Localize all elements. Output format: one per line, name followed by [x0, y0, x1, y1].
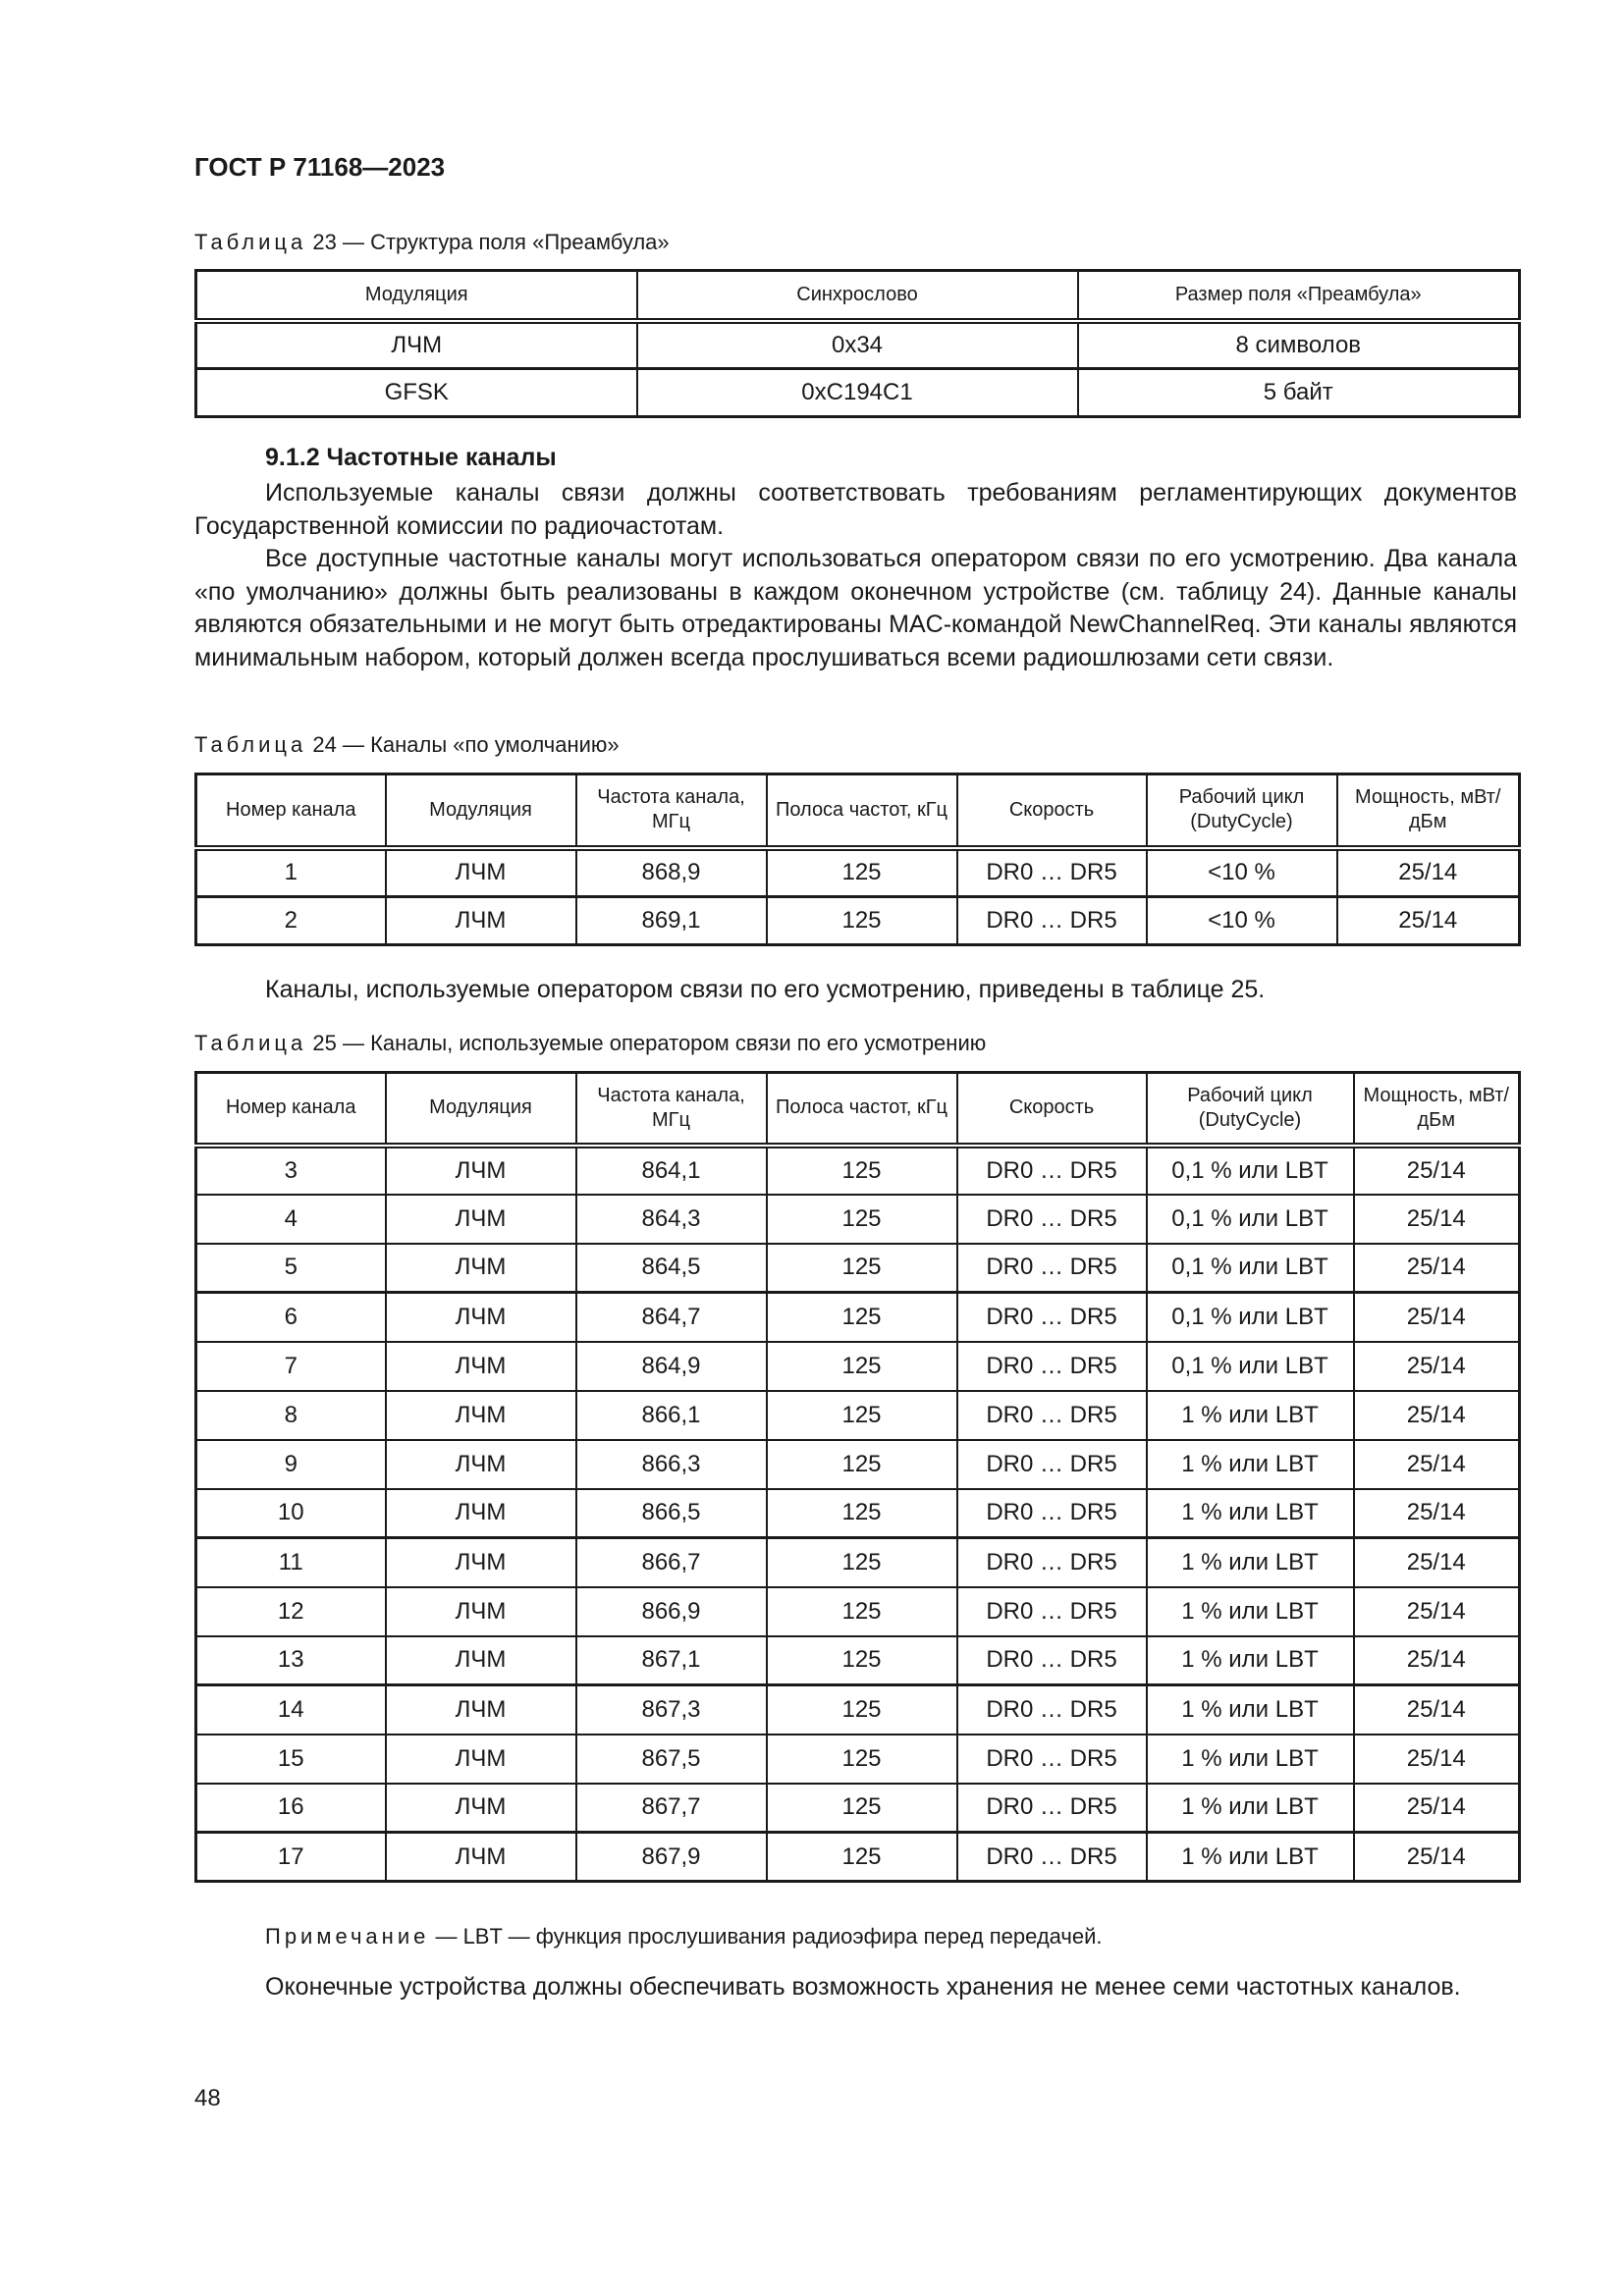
column-header: Рабочий цикл (DutyCycle) [1147, 1073, 1354, 1146]
table-row [196, 1293, 1520, 1342]
cell: 1 % или LBT [1147, 1784, 1354, 1833]
cell: 1 % или LBT [1147, 1636, 1354, 1685]
cell: 25/14 [1354, 1391, 1520, 1440]
table-row [196, 1784, 1520, 1833]
cell: 864,7 [576, 1293, 767, 1342]
cell: 25/14 [1354, 1195, 1520, 1244]
cell: ЛЧМ [386, 1784, 576, 1833]
cell: 25/14 [1354, 1244, 1520, 1293]
table-row [196, 1538, 1520, 1587]
table-row [196, 1587, 1520, 1636]
cell: 125 [767, 897, 957, 945]
cell: 12 [196, 1587, 386, 1636]
cell: ЛЧМ [386, 1342, 576, 1391]
cell: ЛЧМ [196, 321, 637, 369]
cell: 125 [767, 848, 957, 897]
table-row [196, 321, 1520, 369]
table-24-caption [194, 732, 620, 758]
cell: 8 [196, 1391, 386, 1440]
cell: 25/14 [1337, 897, 1520, 945]
cell: DR0 … DR5 [957, 1833, 1147, 1882]
cell: 867,5 [576, 1735, 767, 1784]
cell: 125 [767, 1195, 957, 1244]
cell: 8 символов [1078, 321, 1520, 369]
cell: 0,1 % или LBT [1147, 1342, 1354, 1391]
cell: 15 [196, 1735, 386, 1784]
cell: 867,9 [576, 1833, 767, 1882]
table-row [196, 1244, 1520, 1293]
cell: 1 % или LBT [1147, 1489, 1354, 1538]
cell: 1 % или LBT [1147, 1440, 1354, 1489]
cell: DR0 … DR5 [957, 1735, 1147, 1784]
cell: ЛЧМ [386, 848, 576, 897]
cell: ЛЧМ [386, 1391, 576, 1440]
document-id: ГОСТ Р 71168—2023 [194, 152, 446, 182]
table-row [196, 1440, 1520, 1489]
table-row [196, 1636, 1520, 1685]
cell: ЛЧМ [386, 1538, 576, 1587]
cell: 869,1 [576, 897, 767, 945]
cell: 25/14 [1354, 1538, 1520, 1587]
cell: 864,5 [576, 1244, 767, 1293]
cell: DR0 … DR5 [957, 1440, 1147, 1489]
cell: 866,1 [576, 1391, 767, 1440]
cell: 864,1 [576, 1146, 767, 1195]
table-row [196, 848, 1520, 897]
cell: 125 [767, 1146, 957, 1195]
cell: 5 байт [1078, 369, 1520, 417]
cell: DR0 … DR5 [957, 1342, 1147, 1391]
cell: 0,1 % или LBT [1147, 1195, 1354, 1244]
cell: ЛЧМ [386, 1833, 576, 1882]
cell: DR0 … DR5 [957, 1293, 1147, 1342]
cell: ЛЧМ [386, 1440, 576, 1489]
cell: 11 [196, 1538, 386, 1587]
cell: 25/14 [1354, 1146, 1520, 1195]
cell: 866,3 [576, 1440, 767, 1489]
cell: 125 [767, 1833, 957, 1882]
table-row [196, 369, 1520, 417]
cell: 3 [196, 1146, 386, 1195]
column-header: Частота канала, МГц [576, 1073, 767, 1146]
cell: 16 [196, 1784, 386, 1833]
cell: DR0 … DR5 [957, 1195, 1147, 1244]
table-row [196, 897, 1520, 945]
cell: 1 % или LBT [1147, 1685, 1354, 1735]
cell: ЛЧМ [386, 1195, 576, 1244]
table-row [196, 1489, 1520, 1538]
cell: 25/14 [1354, 1636, 1520, 1685]
table-row [196, 1735, 1520, 1784]
column-header: Рабочий цикл (DutyCycle) [1147, 774, 1337, 848]
cell: ЛЧМ [386, 1735, 576, 1784]
cell: DR0 … DR5 [957, 1538, 1147, 1587]
caption-prefix: Таблица [194, 1031, 307, 1055]
caption-prefix: Таблица [194, 732, 307, 757]
cell: 866,5 [576, 1489, 767, 1538]
cell: 1 % или LBT [1147, 1833, 1354, 1882]
paragraph [194, 1971, 1517, 2004]
cell: DR0 … DR5 [957, 1636, 1147, 1685]
cell: 864,3 [576, 1195, 767, 1244]
cell: DR0 … DR5 [957, 1489, 1147, 1538]
cell: DR0 … DR5 [957, 1784, 1147, 1833]
paragraph [194, 974, 1517, 1007]
cell: GFSK [196, 369, 637, 417]
table-note [265, 1924, 1103, 1949]
cell: 1 [196, 848, 386, 897]
cell: 0,1 % или LBT [1147, 1146, 1354, 1195]
table-25-caption [194, 1031, 986, 1056]
page-number: 48 [194, 2085, 221, 2111]
cell: 866,7 [576, 1538, 767, 1587]
cell: 866,9 [576, 1587, 767, 1636]
caption-text: 23 — Структура поля «Преамбула» [306, 230, 670, 254]
table-row [196, 1342, 1520, 1391]
cell: 1 % или LBT [1147, 1587, 1354, 1636]
cell: 5 [196, 1244, 386, 1293]
column-header: Частота канала, МГц [576, 774, 767, 848]
note-text: — LBT — функция прослушивания радиоэфира перед передачей. [429, 1924, 1103, 1949]
cell: 125 [767, 1784, 957, 1833]
cell: DR0 … DR5 [957, 1146, 1147, 1195]
column-header: Модуляция [196, 271, 637, 321]
column-header: Размер поля «Преамбула» [1078, 271, 1520, 321]
cell: 125 [767, 1685, 957, 1735]
paragraph-text: Каналы, используемые оператором связи по его усмотрению, приведены в таблице 25. [265, 976, 1266, 1003]
column-header: Мощность, мВт/дБм [1337, 774, 1520, 848]
cell: 14 [196, 1685, 386, 1735]
column-header: Синхрослово [637, 271, 1078, 321]
table-row [196, 1833, 1520, 1882]
cell: 25/14 [1354, 1489, 1520, 1538]
cell: 125 [767, 1440, 957, 1489]
cell: 13 [196, 1636, 386, 1685]
cell: 867,3 [576, 1685, 767, 1735]
cell: 25/14 [1354, 1342, 1520, 1391]
cell: 125 [767, 1587, 957, 1636]
table-row [196, 1195, 1520, 1244]
cell: DR0 … DR5 [957, 1587, 1147, 1636]
cell: 25/14 [1354, 1833, 1520, 1882]
cell: DR0 … DR5 [957, 1685, 1147, 1735]
cell: 9 [196, 1440, 386, 1489]
cell: 125 [767, 1293, 957, 1342]
column-header: Модуляция [386, 1073, 576, 1146]
cell: 125 [767, 1391, 957, 1440]
caption-text: 24 — Каналы «по умолчанию» [306, 732, 620, 757]
cell: ЛЧМ [386, 897, 576, 945]
cell: <10 % [1147, 848, 1337, 897]
cell: 125 [767, 1489, 957, 1538]
cell: <10 % [1147, 897, 1337, 945]
table-23-caption [194, 230, 670, 255]
cell: DR0 … DR5 [957, 1391, 1147, 1440]
cell: 25/14 [1337, 848, 1520, 897]
cell: 0,1 % или LBT [1147, 1244, 1354, 1293]
paragraph [194, 543, 1517, 674]
cell: 1 % или LBT [1147, 1735, 1354, 1784]
cell: 868,9 [576, 848, 767, 897]
cell: 2 [196, 897, 386, 945]
table-25 [194, 1071, 1521, 1883]
cell: 867,7 [576, 1784, 767, 1833]
paragraph-text: Оконечные устройства должны обеспечивать возможность хранения не менее семи частотных каналов. [265, 1973, 1461, 2001]
caption-prefix: Таблица [194, 230, 307, 254]
table-23 [194, 269, 1521, 418]
column-header: Номер канала [196, 774, 386, 848]
cell: 10 [196, 1489, 386, 1538]
cell: DR0 … DR5 [957, 1244, 1147, 1293]
column-header: Полоса частот, кГц [767, 774, 957, 848]
cell: 1 % или LBT [1147, 1538, 1354, 1587]
column-header: Скорость [957, 1073, 1147, 1146]
table-row [196, 1391, 1520, 1440]
cell: 0xC194C1 [637, 369, 1078, 417]
column-header: Полоса частот, кГц [767, 1073, 957, 1146]
cell: 864,9 [576, 1342, 767, 1391]
caption-text: 25 — Каналы, используемые оператором связи по его усмотрению [306, 1031, 987, 1055]
cell: DR0 … DR5 [957, 897, 1147, 945]
cell: ЛЧМ [386, 1685, 576, 1735]
column-header: Скорость [957, 774, 1147, 848]
cell: 0x34 [637, 321, 1078, 369]
cell: 25/14 [1354, 1784, 1520, 1833]
note-label: Примечание [265, 1924, 430, 1949]
column-header: Номер канала [196, 1073, 386, 1146]
cell: 25/14 [1354, 1440, 1520, 1489]
cell: 125 [767, 1735, 957, 1784]
cell: 125 [767, 1244, 957, 1293]
table-24 [194, 773, 1521, 946]
paragraph-text: Используемые каналы связи должны соответствовать требованиям регламентирующих документов Государственной комиссии по радиочастотам. [194, 479, 1517, 540]
table-row [196, 1146, 1520, 1195]
cell: 7 [196, 1342, 386, 1391]
cell: ЛЧМ [386, 1636, 576, 1685]
section-heading: 9.1.2 Частотные каналы [265, 444, 557, 471]
cell: 6 [196, 1293, 386, 1342]
cell: 25/14 [1354, 1735, 1520, 1784]
cell: 0,1 % или LBT [1147, 1293, 1354, 1342]
column-header: Модуляция [386, 774, 576, 848]
paragraph-text: Все доступные частотные каналы могут использоваться оператором связи по его усмотрению. Два канала «по умолчанию» должны быть реализованы в каждом оконечном устройстве (см. таблицу 24). Данные каналы являются обязательными и не могут быть отредактированы MAC-командой NewChannelReq. Эти каналы являются минимальным набором, который должен всегда прослушиваться всеми радиошлюзами сети связи. [194, 545, 1517, 671]
cell: ЛЧМ [386, 1146, 576, 1195]
cell: 17 [196, 1833, 386, 1882]
paragraph [194, 477, 1517, 543]
cell: 125 [767, 1636, 957, 1685]
cell: 125 [767, 1538, 957, 1587]
cell: ЛЧМ [386, 1244, 576, 1293]
cell: DR0 … DR5 [957, 848, 1147, 897]
cell: 867,1 [576, 1636, 767, 1685]
cell: 1 % или LBT [1147, 1391, 1354, 1440]
cell: 25/14 [1354, 1293, 1520, 1342]
table-row [196, 1685, 1520, 1735]
cell: ЛЧМ [386, 1587, 576, 1636]
column-header: Мощность, мВт/дБм [1354, 1073, 1520, 1146]
cell: 25/14 [1354, 1685, 1520, 1735]
cell: 4 [196, 1195, 386, 1244]
cell: 25/14 [1354, 1587, 1520, 1636]
cell: ЛЧМ [386, 1489, 576, 1538]
cell: 125 [767, 1342, 957, 1391]
cell: ЛЧМ [386, 1293, 576, 1342]
